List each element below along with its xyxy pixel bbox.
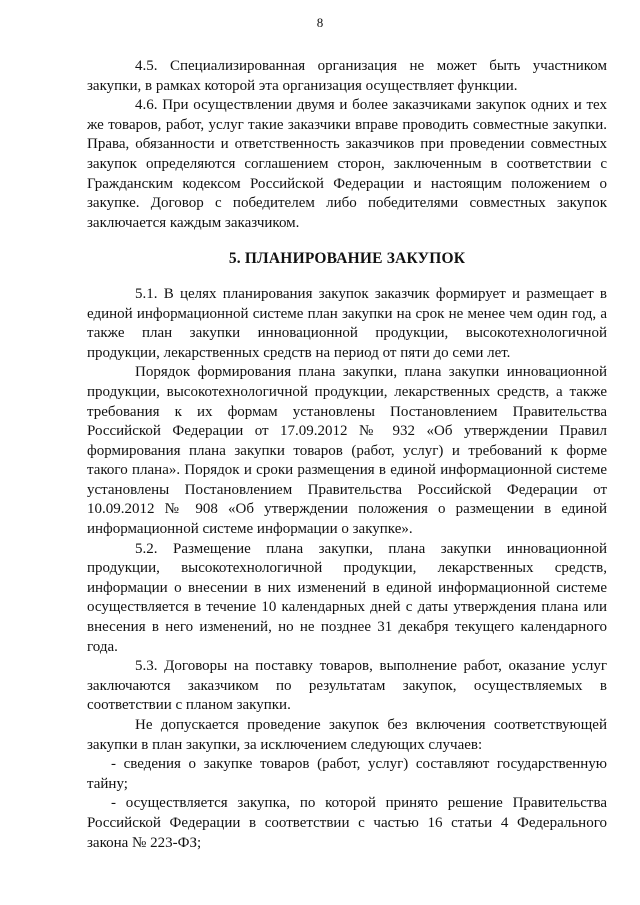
paragraph-5-2: 5.2. Размещение плана закупки, плана закупки инновационной продукции, высокотехнологичной продукции, лекарственных средств, информации о внесении в них изменений в единой информационной системе осуществляется в течение 10 календарных дней с даты утверждения плана или внесения в него изменений, но не позднее 31 декабря текущего календарного года.	[87, 540, 607, 655]
section-title: 5. ПЛАНИРОВАНИЕ ЗАКУПОК	[228, 250, 466, 268]
list-item: - осуществляется закупка, по которой принято решение Правительства Российской Федерации в соответствии с частью 16 статьи 4 Федерального закона № 223-ФЗ;	[87, 795, 607, 851]
paragraph-exceptions-intro: Не допускается проведение закупок без включения соответствующей закупки в план закупки, за исключением следующих случаев:	[87, 717, 607, 753]
paragraph-5-1: 5.1. В целях планирования закупок заказчик формирует и размещает в единой информационной системе план закупки на срок не менее чем один год, а также план закупки инновационной продукции, высокотехнологичной продукции, лекарственных средств на период от пяти до семи лет.	[87, 285, 607, 361]
document-body	[87, 57, 607, 853]
paragraph-4-5: 4.5. Специализированная организация не может быть участником закупки, в рамках которой эта организация осуществляет функции.	[87, 58, 607, 94]
paragraph-4-6: 4.6. При осуществлении двумя и более заказчиками закупок одних и тех же товаров, работ, услуг такие заказчики вправе проводить совместные закупки. Права, обязанности и ответственность заказчиков при проведении совместных закупок определяются соглашением сторон, заключенным в соответствии с Гражданским кодексом Российской Федерации и настоящим положением о закупке. Договор с победителем либо победителями совместных закупок заключается каждым заказчиком.	[87, 97, 607, 231]
paragraph-5-3: 5.3. Договоры на поставку товаров, выполнение работ, оказание услуг заключаются заказчиком по результатам закупок, осуществляемых в соответствии с планом закупки.	[87, 658, 607, 714]
page-number: 8	[316, 15, 324, 30]
paragraph-planning-order: Порядок формирования плана закупки, плана закупки инновационной продукции, высокотехнологичной продукции, лекарственных средств, а также требования к их формам установлены Постановлением Правительства Российской Федерации от 17.09.2012 № 932 «Об утверждении Правил формирования плана закупки товаров (работ, услуг) и требований к форме такого плана». Порядок и сроки размещения в единой информационной системе установлены Постановлением Правительства Российской Федерации от 10.09.2012 № 908 «Об утверждении положения о размещении в единой информационной системе информации о закупке».	[87, 364, 607, 538]
list-item: - сведения о закупке товаров (работ, услуг) составляют государственную тайну;	[87, 756, 607, 792]
